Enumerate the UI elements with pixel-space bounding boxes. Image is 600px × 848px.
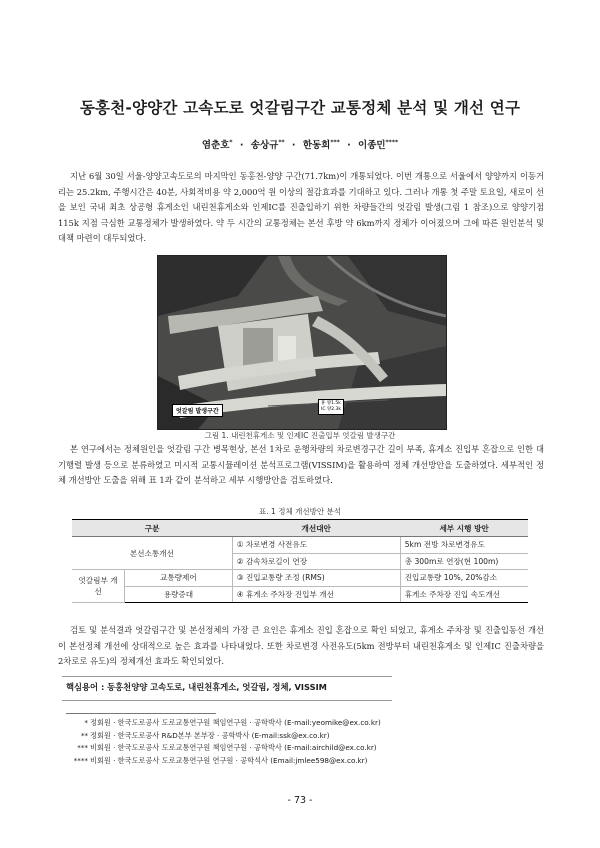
distance-sign: 휴 양1.5k IC 양2.3k bbox=[318, 399, 344, 415]
alternative-cell: ④ 휴게소 주차장 진입부 개선 bbox=[232, 586, 400, 603]
page-number: - 73 - bbox=[287, 795, 313, 806]
footnote: *** 비회원 · 한국도로공사 도로교통연구원 책임연구원 · 공학박사 (E-mail:airchild@ex.co.kr) bbox=[77, 743, 377, 752]
author-1: 염춘호* bbox=[201, 138, 233, 151]
aerial-photo-figure bbox=[157, 255, 447, 430]
keywords-top-rule bbox=[62, 676, 392, 677]
alternative-cell: ② 감속차로길이 연장 bbox=[232, 553, 400, 570]
author-2: 송상규** bbox=[250, 138, 285, 151]
table-row bbox=[72, 570, 528, 587]
improvement-plan-table bbox=[72, 519, 528, 603]
alternative-cell: ① 차로변경 사전유도 bbox=[232, 537, 400, 554]
detail-cell: 5km 전방 차로변경유도 bbox=[400, 537, 528, 554]
keywords-line: 핵심용어 : 동홍천양양 고속도로, 내린천휴게소, 엇갈림, 정체, VISSIM bbox=[66, 682, 327, 692]
group-cell: 엇갈림부 개선 bbox=[72, 570, 125, 603]
results-paragraph: 검토 및 분석결과 엇갈림구간 및 본선정체의 가장 큰 요인은 휴게소 진입 혼잡으로 확인 되었고, 휴게소 주차장 및 진출입동선 개선이 본선정체 개선에 상대적으로 높은 효과를 나타내었다. 또한 차로변경 사전유도(5km 전방부터 내린천휴게소 및 인제IC 진출차량을 2차로로 유도)의 정체개선 효과도 확인되었다. bbox=[58, 625, 544, 667]
figure-caption: 그림 1. 내린천휴게소 및 인제IC 진출입부 엇갈림 발생구간 bbox=[204, 431, 396, 440]
detail-cell: 총 300m로 연장(현 100m) bbox=[400, 553, 528, 570]
subgroup-cell: 용량증대 bbox=[125, 586, 233, 603]
method-paragraph: 본 연구에서는 정체원인을 엇갈림 구간 병목현상, 본선 1차로 운행차량의 차로변경구간 길이 부족, 휴게소 진입부 혼잡으로 인한 대기행렬 발생 등으로 분류하였고 미시적 교통시뮬레이션 분석프로그램(VISSIM)을 활용하여 정체 개선방안을 도출하였다. 세부적인 정체 개선방안 도출을 위해 표 1과 같이 분석하고 세부 시행방안을 검토하였다. bbox=[58, 444, 544, 486]
group-cell: 본선소통개선 bbox=[72, 537, 232, 570]
footnotes bbox=[66, 717, 546, 767]
header-alternative: 개선대안 bbox=[232, 520, 400, 537]
weaving-section-label: 엇갈림 발생구간 bbox=[172, 404, 223, 417]
footnote: ** 정회원 · 한국도로공사 R&D본부 본부장 · 공학박사 (E-mail:ssk@ex.co.kr) bbox=[80, 730, 330, 740]
footnote: **** 비회원 · 한국도로공사 도로교통연구원 연구원 · 공학석사 (Email:jmlee598@ex.co.kr) bbox=[73, 755, 368, 765]
author-3: 한동희*** bbox=[302, 138, 340, 151]
table-row bbox=[72, 537, 528, 554]
detail-cell: 휴게소 주차장 진입 속도개선 bbox=[400, 586, 528, 603]
detail-cell: 진입교통량 10%, 20%감소 bbox=[400, 570, 528, 587]
header-category: 구분 bbox=[72, 520, 232, 537]
footnote-rule bbox=[66, 713, 216, 714]
author-list: 염춘호* · 송상규** · 한동희*** · 이종민**** bbox=[201, 138, 399, 151]
footnote: * 정회원 · 한국도로공사 도로교통연구원 책임연구원 · 공학박사 (E-mail:yeomike@ex.co.kr) bbox=[84, 718, 381, 727]
alternative-cell: ③ 진입교통량 조정 (RMS) bbox=[232, 570, 400, 587]
author-4: 이종민**** bbox=[358, 138, 399, 151]
keywords-bottom-rule bbox=[62, 700, 392, 701]
table-header-row bbox=[72, 520, 528, 537]
intro-paragraph: 지난 6월 30일 서울-양양고속도로의 마지막인 동홍천-양양 구간(71.7km)이 개통되었다. 이번 개통으로 서울에서 양양까지 이동거리는 25.2km, 주행시간은 40분, 사회적비용 약 2,000억 원 이상의 절감효과를 기대하고 있다. 그러나 개통 첫 주말 토요일, 새로이 선을 보인 국내 최초 상공형 휴게소인 내린천휴게소와 인제IC를 진출입하기 위한 차량들간의 엇갈림 발생(그림 1 참조)으로 양양기점 115k 지점 극심한 교통정체가 발생하였다. 약 두 시간의 교통정체는 본선 후방 약 6km까지 정체가 이어졌으며 그에 따른 원인분석 및 대책 마련이 대두되었다. bbox=[58, 171, 544, 243]
subgroup-cell: 교통량제어 bbox=[125, 570, 233, 587]
table-caption: 표. 1 정체 개선방안 분석 bbox=[259, 507, 341, 516]
table-row bbox=[72, 586, 528, 603]
header-detail: 세부 시행 방안 bbox=[400, 520, 528, 537]
paper-title: 동홍천-양양간 고속도로 엇갈림구간 교통정체 분석 및 개선 연구 bbox=[79, 99, 521, 117]
